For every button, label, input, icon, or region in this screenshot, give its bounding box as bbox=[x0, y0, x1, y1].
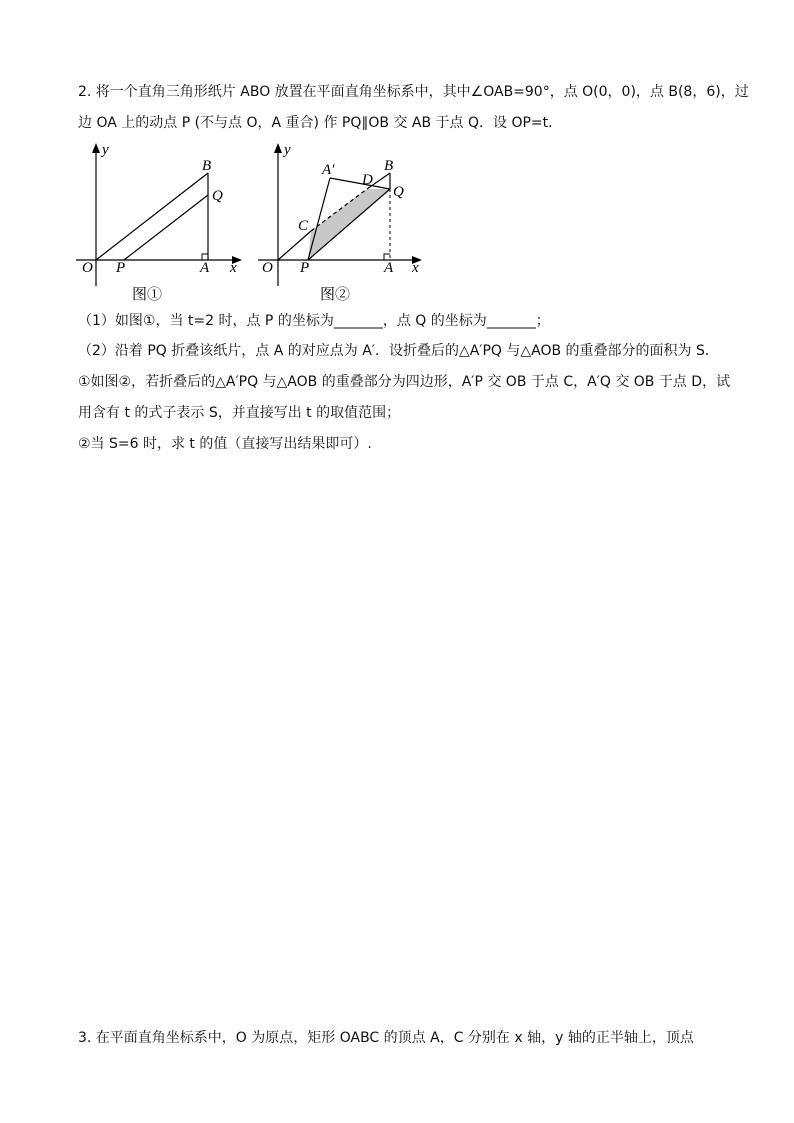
sub-question-2: ②当 S=6 时，求 t 的值（直接写出结果即可）. bbox=[78, 436, 372, 452]
fig1-label-p: P bbox=[116, 260, 126, 276]
fig2-label-p: P bbox=[300, 260, 310, 276]
fig1-label-y: y bbox=[102, 142, 109, 158]
fig2-y-arrow bbox=[274, 143, 282, 153]
fig1-caption: 图① bbox=[132, 287, 163, 303]
sub-question-1-line2: 用含有 t 的式子表示 S，并直接写出 t 的取值范围； bbox=[78, 405, 401, 421]
problem3-line1: 3. 在平面直角坐标系中，O 为原点，矩形 OABC 的顶点 A，C 分别在 x 轴，y 轴的正半轴上，顶点 bbox=[78, 1030, 694, 1046]
fig1-label-x: x bbox=[230, 260, 237, 276]
figure-2 bbox=[256, 140, 436, 310]
question-1: （1）如图①，当 t=2 时，点 P 的坐标为_______，点 Q 的坐标为_______； bbox=[78, 313, 550, 329]
fig1-y-arrow bbox=[92, 143, 100, 153]
fig2-label-x: x bbox=[412, 260, 419, 276]
fig2-label-a: A bbox=[384, 260, 394, 276]
figure-1 bbox=[74, 140, 254, 310]
sub-question-1-line1: ①如图②，若折叠后的△A′PQ 与△AOB 的重叠部分为四边形，A′P 交 OB 于点 C，A′Q 交 OB 于点 D，试 bbox=[78, 374, 731, 390]
question-2: （2）沿着 PQ 折叠该纸片，点 A 的对应点为 A′．设折叠后的△A′PQ 与△AOB 的重叠部分的面积为 S． bbox=[78, 343, 719, 359]
fig2-label-c: C bbox=[298, 218, 309, 234]
problem2-line1: 2. 将一个直角三角形纸片 ABO 放置在平面直角坐标系中，其中∠OAB=90°，点 O(0，0)，点 B(8，6)，过 bbox=[78, 84, 749, 100]
fig2-ob-lower bbox=[278, 231, 311, 260]
fig2-label-b: B bbox=[384, 158, 394, 174]
problem2-line2: 边 OA 上的动点 P (不与点 O，A 重合) 作 PQ∥OB 交 AB 于点 Q．设 OP=t． bbox=[78, 115, 563, 131]
fig1-label-q: Q bbox=[212, 188, 223, 204]
fig2-caption: 图② bbox=[320, 287, 351, 303]
fig1-label-o: O bbox=[82, 260, 93, 276]
fig1-label-b: B bbox=[202, 158, 212, 174]
fig2-label-d: D bbox=[362, 172, 373, 188]
fig2-label-y: y bbox=[284, 142, 291, 158]
fig1-pq bbox=[124, 195, 208, 260]
fig1-ob bbox=[96, 173, 208, 260]
fig2-label-a-prime: A′ bbox=[322, 162, 335, 178]
fig1-label-a: A bbox=[200, 260, 210, 276]
fig2-label-o: O bbox=[262, 260, 273, 276]
fig2-label-q: Q bbox=[393, 184, 404, 200]
